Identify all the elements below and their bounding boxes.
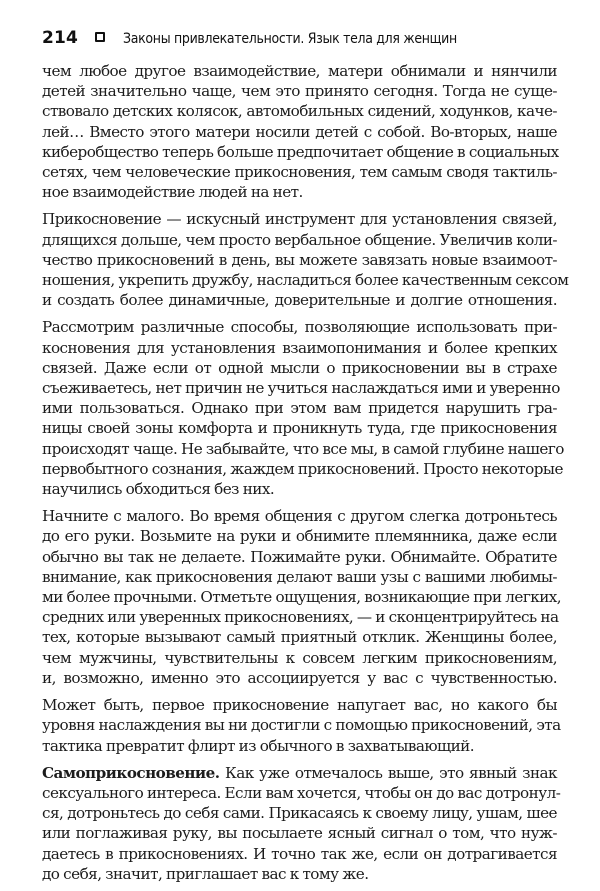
text-line: ношения, укрепить дружбу, насладиться более качественным сексом bbox=[42, 271, 569, 290]
text-line: до его руки. Возьмите на руки и обнимите племянника, даже если bbox=[42, 527, 557, 546]
text-line: или поглаживая руку, вы посылаете ясный сигнал о том, что нуж- bbox=[42, 824, 557, 843]
text-line: съеживаетесь, нет причин не учиться наслаждаться ими и уверенно bbox=[42, 379, 560, 398]
text-line: до себя, значит, приглашает вас к тому же. bbox=[42, 864, 369, 883]
text-line: происходят чаще. Не забывайте, что все мы, в самой глубине нашего bbox=[42, 439, 564, 458]
text-line: первобытного сознания, жаждем прикосновений. Просто некоторые bbox=[42, 459, 563, 478]
text-line: даетесь в прикосновениях. И точно так же, если он дотрагивается bbox=[42, 844, 557, 863]
text-line: Рассмотрим различные способы, позволяющие использовать при- bbox=[42, 318, 557, 337]
text-line: научились обходиться без них. bbox=[42, 480, 275, 499]
text-line: косновения для установления взаимопонимания и более крепких bbox=[42, 338, 557, 357]
square-bullet-icon bbox=[95, 32, 105, 42]
text-line: ими пользоваться. Однако при этом вам придется нарушить гра- bbox=[42, 399, 557, 418]
text-line: лей… Вместо этого матери носили детей с собой. Во-вторых, наше bbox=[42, 122, 557, 141]
body-text bbox=[42, 61, 569, 891]
text-line: чество прикосновений в день, вы можете завязать новые взаимоот- bbox=[42, 250, 557, 269]
text-line bbox=[42, 763, 557, 783]
text-line: сексуального интереса. Если вам хочется, чтобы он до вас дотронул- bbox=[42, 783, 561, 802]
text-line: длящихся дольше, чем просто вербальное общение. Увеличив коли- bbox=[42, 230, 557, 249]
text-span: Как уже отмечалось выше, это явный знак bbox=[219, 763, 557, 782]
paragraph-3 bbox=[42, 317, 564, 499]
text-line: средних или уверенных прикосновениях, — и сконцентрируйтесь на bbox=[42, 608, 559, 627]
text-line: сетях, чем человеческие прикосновения, тем самым сводя тактиль- bbox=[42, 163, 557, 182]
text-line: Может быть, первое прикосновение напугает вас, но какого бы bbox=[42, 696, 557, 715]
text-line: тактика превратит флирт из обычного в захватывающий. bbox=[42, 736, 475, 755]
text-line: внимание, как прикосновения делают ваши узы с вашими любимы- bbox=[42, 567, 557, 586]
paragraph-2 bbox=[42, 209, 569, 310]
page-number: 214 bbox=[42, 28, 79, 48]
text-line: киберобщество теперь больше предпочитает общение в социальных bbox=[42, 142, 559, 161]
text-line: ствовало детских колясок, автомобильных сидений, ходунков, каче- bbox=[42, 102, 557, 121]
paragraph-4 bbox=[42, 506, 562, 688]
book-title: Законы привлекательности. Язык тела для женщин bbox=[123, 29, 458, 47]
text-line: тех, которые вызывают самый приятный отклик. Женщины более, bbox=[42, 628, 557, 647]
text-line: ся, дотроньтесь до себя сами. Прикасаясь к своему лицу, ушам, шее bbox=[42, 804, 557, 823]
text-line: обычно вы так не делаете. Пожимайте руки. Обнимайте. Обратите bbox=[42, 547, 557, 566]
text-line: Начните с малого. Во время общения с другом слегка дотроньтесь bbox=[42, 507, 557, 526]
text-line: уровня наслаждения вы ни достигли с помощью прикосновений, эта bbox=[42, 716, 561, 735]
text-line: детей значительно чаще, чем это принято сегодня. Тогда не суще- bbox=[42, 82, 557, 101]
paragraph-5 bbox=[42, 695, 561, 756]
text-line: и создать более динамичные, доверительные и долгие отношения. bbox=[42, 291, 557, 310]
text-line: и, возможно, именно это ассоциируется у вас с чувственностью. bbox=[42, 668, 557, 687]
text-line: ницы своей зоны комфорта и проникнуть туда, где прикосновения bbox=[42, 419, 557, 438]
running-head bbox=[42, 26, 511, 50]
section-lead-heading: Самоприкосновение. bbox=[42, 763, 220, 782]
text-line: ное взаимодействие людей на нет. bbox=[42, 183, 303, 202]
text-line: чем мужчины, чувствительны к совсем легким прикосновениям, bbox=[42, 648, 557, 667]
text-line: ми более прочными. Отметьте ощущения, возникающие при легких, bbox=[42, 588, 562, 607]
text-line: чем любое другое взаимодействие, матери обнимали и нянчили bbox=[42, 62, 557, 80]
text-line: Прикосновение — искусный инструмент для установления связей, bbox=[42, 210, 557, 229]
text-line: связей. Даже если от одной мысли о прикосновении вы в страхе bbox=[42, 358, 557, 377]
paragraph-1 bbox=[42, 61, 557, 202]
